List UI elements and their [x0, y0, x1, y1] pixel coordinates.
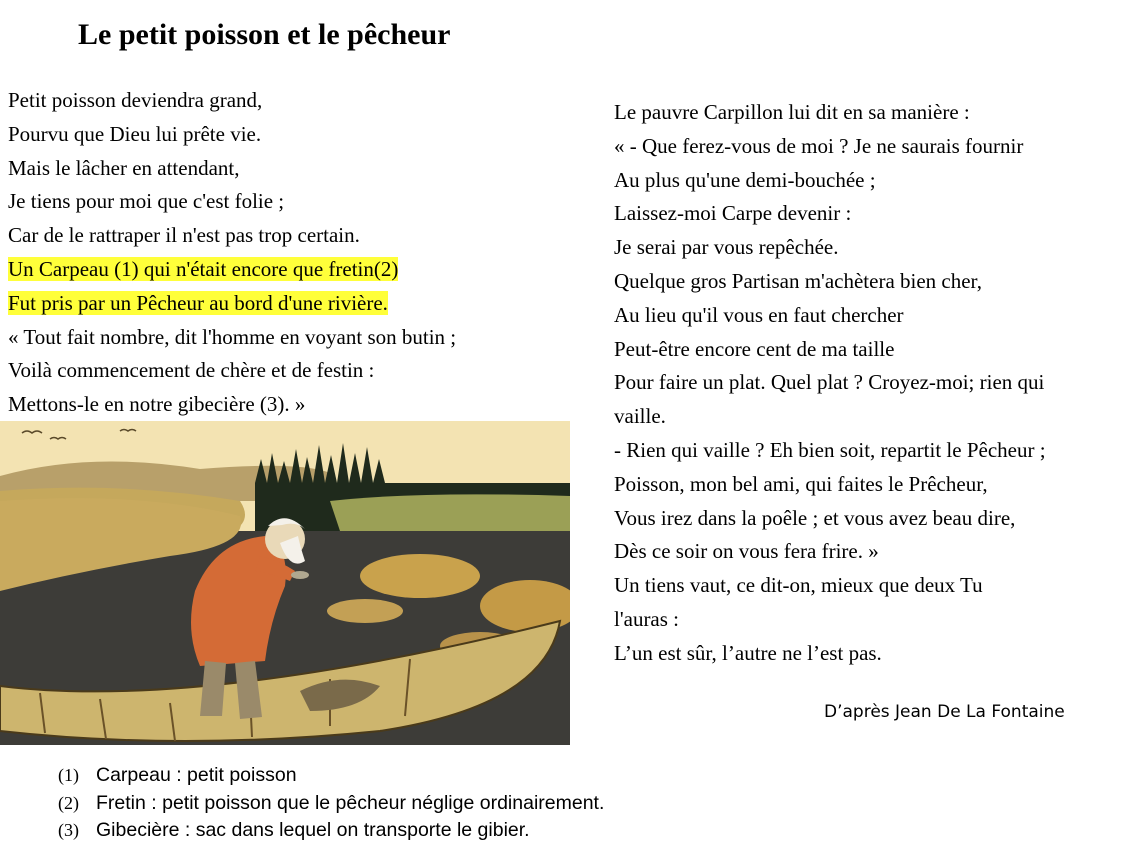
- small-fish: [291, 571, 309, 579]
- poem-line: Peut-être encore cent de ma taille: [614, 336, 895, 361]
- poem-line: Un tiens vaut, ce dit-on, mieux que deux Tu: [614, 573, 983, 598]
- poem-line: l'auras :: [614, 606, 680, 631]
- rock: [360, 554, 480, 598]
- verse-text: Je tiens pour moi que c'est folie ;: [8, 189, 285, 214]
- poem-line: Le pauvre Carpillon lui dit en sa manière :: [614, 100, 970, 124]
- poem-line: vaille.: [614, 404, 666, 429]
- verse-text: Mais le lâcher en attendant,: [8, 155, 240, 180]
- poem-left-column: [8, 84, 568, 422]
- verse-text: Pourvu que Dieu lui prête vie.: [8, 121, 262, 146]
- attribution: D’après Jean De La Fontaine: [824, 702, 1065, 722]
- rock: [327, 599, 403, 623]
- verse-text: Mettons-le en notre gibecière (3). »: [8, 392, 306, 417]
- poem-line: [8, 152, 568, 186]
- fisherman-illustration: [0, 421, 570, 745]
- poem-right-column: [614, 96, 1144, 671]
- highlighted-text: Un Carpeau (1) qui n'était encore que fretin(2): [8, 256, 399, 281]
- verse-text: Voilà commencement de chère et de festin :: [8, 358, 375, 383]
- poem-line: [8, 321, 568, 355]
- poem-title: Le petit poisson et le pêcheur: [78, 18, 451, 51]
- poem-line: - Rien qui vaille ? Eh bien soit, repartit le Pêcheur ;: [614, 437, 1046, 462]
- highlighted-text: Fut pris par un Pêcheur au bord d'une rivière.: [8, 290, 388, 315]
- poem-line: Pour faire un plat. Quel plat ? Croyez-moi; rien qui: [614, 370, 1045, 395]
- footnotes: [58, 762, 604, 845]
- verse-text: Car de le rattraper il n'est pas trop certain.: [8, 223, 360, 248]
- verse-text: Petit poisson deviendra grand,: [8, 88, 263, 112]
- poem-line: Poisson, mon bel ami, qui faites le Prêcheur,: [614, 471, 988, 496]
- poem-line: [8, 253, 568, 287]
- poem-line: [8, 84, 568, 118]
- poem-line: Je serai par vous repêchée.: [614, 235, 839, 260]
- poem-line: Vous irez dans la poêle ; et vous avez beau dire,: [614, 505, 1016, 530]
- footnote-number: (3): [58, 820, 79, 840]
- footnote-item: [58, 762, 604, 790]
- poem-line: [8, 388, 568, 422]
- footnote-number: (1): [58, 765, 79, 785]
- footnote-text: Fretin : petit poisson que le pêcheur néglige ordinairement.: [96, 791, 605, 814]
- poem-line: « - Que ferez-vous de moi ? Je ne saurais fournir: [614, 133, 1024, 158]
- poem-line: [8, 354, 568, 388]
- poem-line: Au plus qu'une demi-bouchée ;: [614, 167, 876, 192]
- footnote-text: Gibecière : sac dans lequel on transporte le gibier.: [96, 819, 530, 841]
- poem-line: Laissez-moi Carpe devenir :: [614, 201, 852, 226]
- poem-line: Au lieu qu'il vous en faut chercher: [614, 302, 904, 327]
- poem-line: [8, 185, 568, 219]
- poem-line: [8, 287, 568, 321]
- poem-line: [8, 219, 568, 253]
- poem-line: Quelque gros Partisan m'achètera bien cher,: [614, 268, 982, 293]
- footnote-item: [58, 790, 604, 818]
- footnote-number: (2): [58, 792, 79, 813]
- verse-text: « Tout fait nombre, dit l'homme en voyant son butin ;: [8, 324, 457, 349]
- poem-line: [8, 118, 568, 152]
- poem-line: Dès ce soir on vous fera frire. »: [614, 539, 879, 564]
- footnote-text: Carpeau : petit poisson: [96, 764, 297, 786]
- footnote-item: [58, 817, 604, 845]
- poem-line: L’un est sûr, l’autre ne l’est pas.: [614, 640, 882, 665]
